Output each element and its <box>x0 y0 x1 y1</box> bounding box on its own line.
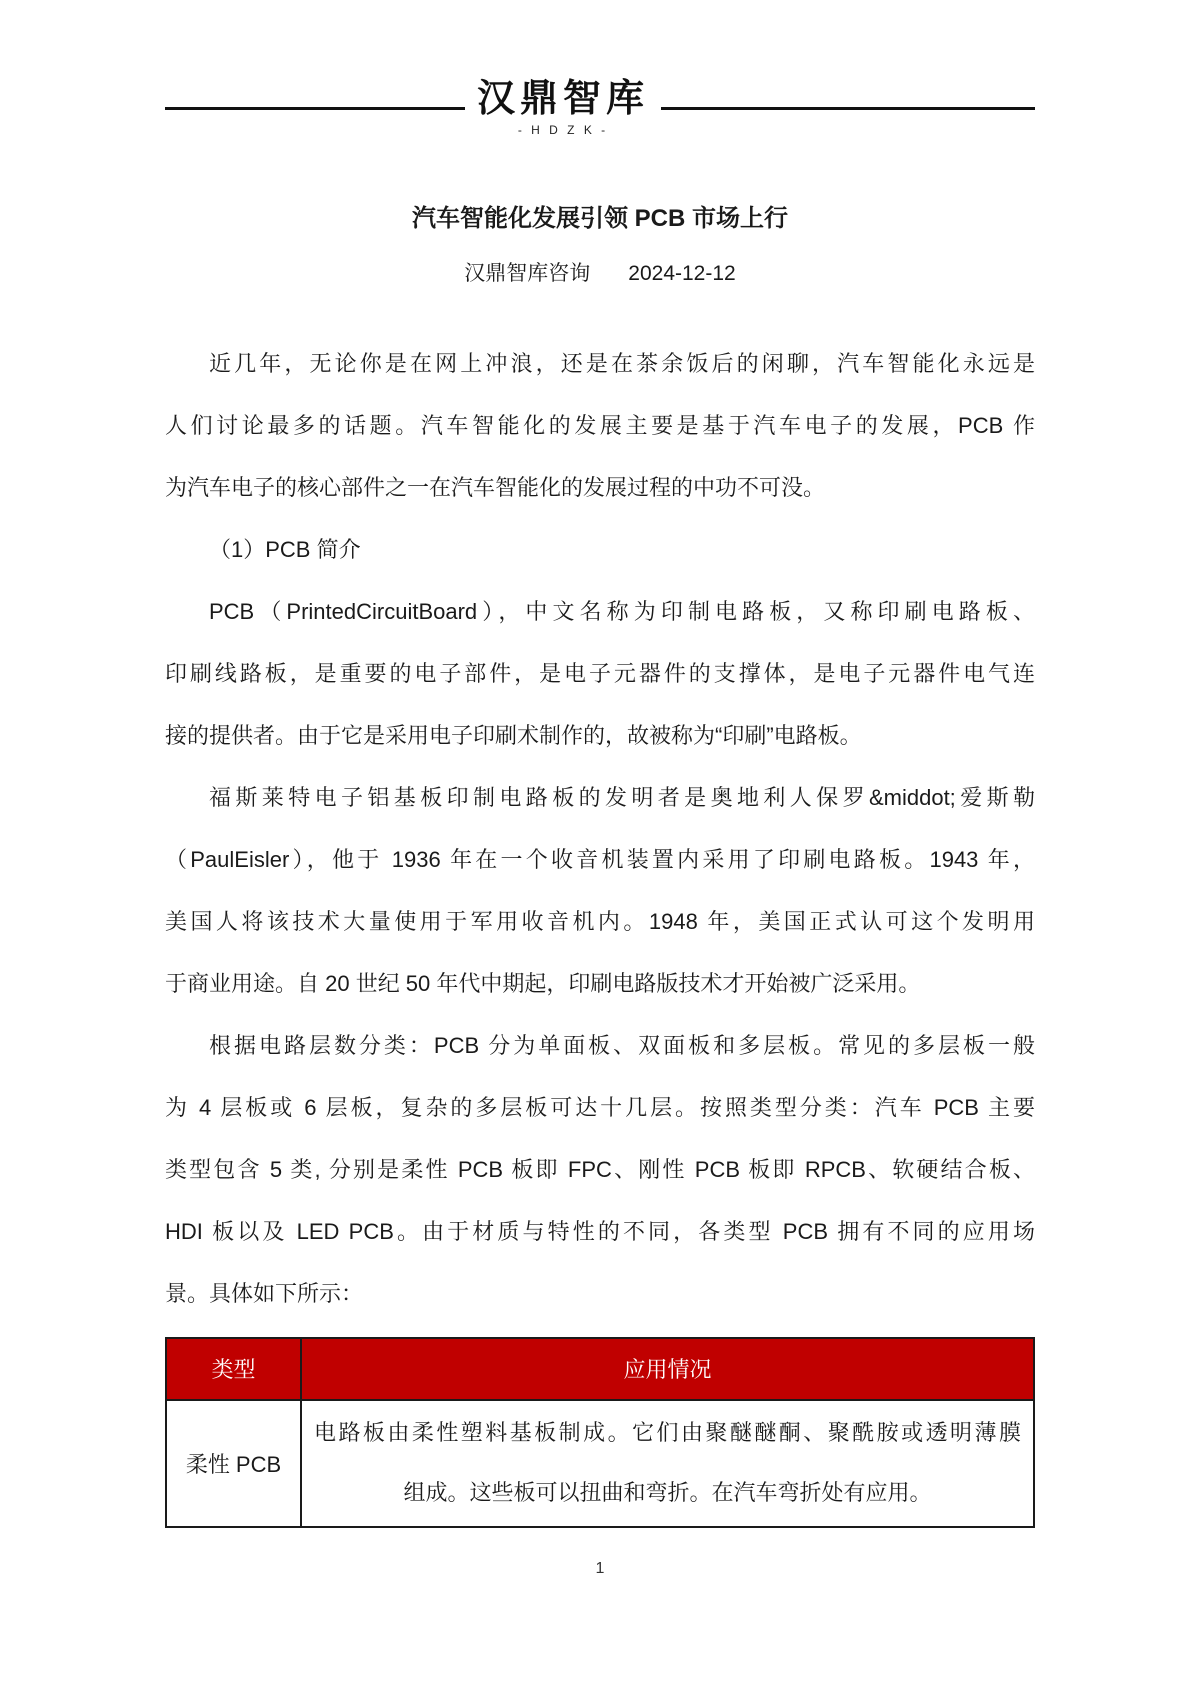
body-line: 近几年，无论你是在网上冲浪，还是在茶余饭后的闲聊，汽车智能化永远是 <box>209 350 1035 376</box>
body-line: 福斯莱特电子铝基板印制电路板的发明者是奥地利人保罗&middot;爱斯勒 <box>209 784 1035 810</box>
byline <box>0 259 1200 289</box>
body-line: 根据电路层数分类：PCB 分为单面板、双面板和多层板。常见的多层板一般 <box>209 1032 1035 1058</box>
body-line: PCB（PrintedCircuitBoard），中文名称为印制电路板，又称印刷电路板、 <box>209 598 1035 624</box>
byline-org: 汉鼎智库咨询 <box>464 261 591 285</box>
body-line: 于商业用途。自 20 世纪 50 年代中期起，印刷电路版技术才开始被广泛采用。 <box>165 970 921 996</box>
table-desc-line: 电路板由柔性塑料基板制成。它们由聚醚醚酮、聚酰胺或透明薄膜 <box>314 1420 1021 1446</box>
page-title: 汽车智能化发展引领 PCB 市场上行 <box>411 204 788 232</box>
table-header-row <box>166 1338 1034 1400</box>
pcb-application-table <box>165 1337 1035 1528</box>
header-rule-right <box>661 107 1035 110</box>
table-cell-type: 柔性 PCB <box>166 1400 301 1527</box>
table-row <box>166 1400 1034 1527</box>
table-desc-line: 组成。这些板可以扭曲和弯折。在汽车弯折处有应用。 <box>403 1480 932 1506</box>
brand-logo-text: 汉鼎智库 <box>477 78 650 120</box>
body-line: 接的提供者。由于它是采用电子印刷术制作的，故被称为“印刷”电路板。 <box>165 722 862 748</box>
body-line: （1）PCB 简介 <box>209 536 361 562</box>
body-line: 类型包含 5 类, 分别是柔性 PCB 板即 FPC、刚性 PCB 板即 RPCB、软硬结合板、 <box>165 1156 1035 1182</box>
body-text <box>165 333 1035 1325</box>
body-line: 人们讨论最多的话题。汽车智能化的发展主要是基于汽车电子的发展，PCB 作 <box>165 412 1035 438</box>
byline-date: 2024-12-12 <box>628 261 736 285</box>
body-line: 印刷线路板，是重要的电子部件，是电子元器件的支撑体，是电子元器件电气连 <box>165 660 1035 686</box>
body-line: 为汽车电子的核心部件之一在汽车智能化的发展过程的中功不可没。 <box>165 474 826 500</box>
body-line: 景。具体如下所示： <box>165 1280 364 1306</box>
page-number: 1 <box>595 1559 605 1577</box>
body-line: 为 4 层板或 6 层板，复杂的多层板可达十几层。按照类型分类：汽车 PCB 主要 <box>165 1094 1035 1120</box>
brand-logo <box>465 80 661 137</box>
table-header-type: 类型 <box>166 1338 301 1400</box>
table-cell-description <box>301 1400 1034 1527</box>
body-line: （PaulEisler），他于 1936 年在一个收音机装置内采用了印刷电路板。1943 年， <box>165 846 1035 872</box>
table-header-application: 应用情况 <box>301 1338 1034 1400</box>
brand-logo-subtext: - H D Z K - <box>517 122 609 137</box>
header-rule-left <box>165 107 465 110</box>
brand-header <box>165 80 1035 137</box>
body-line: 美国人将该技术大量使用于军用收音机内。1948 年，美国正式认可这个发明用 <box>165 908 1035 934</box>
body-line: HDI 板以及 LED PCB。由于材质与特性的不同，各类型 PCB 拥有不同的应用场 <box>165 1218 1035 1244</box>
